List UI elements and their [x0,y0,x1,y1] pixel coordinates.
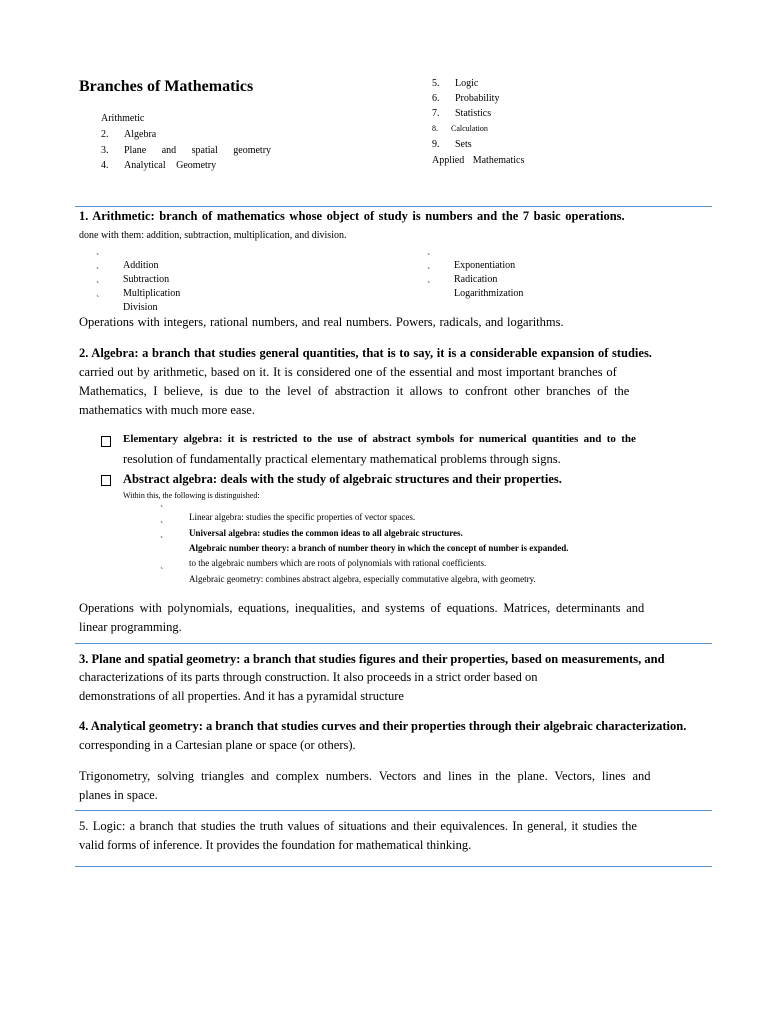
bullet-mark: ˋ [160,536,164,547]
list-item: to the algebraic numbers which are roots of polynomials with rational coefficients. [189,558,487,568]
section-heading-arithmetic: 1. Arithmetic: branch of mathematics whose object of study is numbers and the 7 basic operations. [79,209,625,223]
checkbox-icon [101,436,111,447]
divider [75,206,712,207]
paragraph: 5. Logic: a branch that studies the truth values of situations and their equivalences. In general, it studies the [79,819,637,833]
paragraph: Mathematics, I believe, is due to the level of abstraction it allows to confront other branches of the [79,384,630,398]
bullet-mark: ˋ [96,253,100,264]
divider [75,643,712,644]
bullet-mark: ˋ [96,295,100,306]
section-subline: done with them: addition, subtraction, multiplication, and division. [79,230,347,241]
list-item: 9. Sets [432,139,472,150]
elementary-algebra: Elementary algebra: it is restricted to the use of abstract symbols for numerical quantities and to the [123,433,636,445]
list-item: 6. Probability [432,93,500,104]
list-item: Multiplication [123,288,181,299]
section-heading-geometry: 3. Plane and spatial geometry: a branch that studies figures and their properties, based on measurements, and [79,652,665,666]
list-item: Universal algebra: studies the common ideas to all algebraic structures. [189,528,463,538]
applied-mathematics: Applied Mathematics [432,155,525,166]
list-item: Arithmetic [101,113,145,124]
section-heading-analytical: 4. Analytical geometry: a branch that studies curves and their properties through their algebraic characterization. [79,719,687,733]
divider [75,866,712,867]
list-item: Subtraction [123,274,170,285]
paragraph: planes in space. [79,788,158,802]
bullet-mark: ˋ [427,253,431,264]
abstract-algebra: Abstract algebra: deals with the study of algebraic structures and their properties. [123,472,562,486]
paragraph: Operations with integers, rational numbers, and real numbers. Powers, radicals, and logarithms. [79,315,564,329]
list-item: 3. Plane and spatial geometry [101,145,272,156]
divider [75,810,712,811]
paragraph: resolution of fundamentally practical elementary mathematical problems through signs. [123,452,561,466]
paragraph: characterizations of its parts through construction. It also proceeds in a strict order based on [79,670,538,684]
bullet-mark: ˋ [160,505,164,516]
paragraph: carried out by arithmetic, based on it. It is considered one of the essential and most important branches of [79,365,617,379]
list-item: Exponentiation [454,260,516,271]
list-item: Division [123,302,158,313]
paragraph: corresponding in a Cartesian plane or space (or others). [79,738,356,752]
list-item: Linear algebra: studies the specific properties of vector spaces. [189,512,416,522]
section-heading-algebra: 2. Algebra: a branch that studies general quantities, that is to say, it is a considerable expansion of studies. [79,346,652,360]
list-item: Radication [454,274,498,285]
paragraph: linear programming. [79,620,182,634]
bullet-mark: ˋ [96,281,100,292]
note: Within this, the following is distinguished: [123,491,260,500]
list-item: 2. Algebra [101,129,157,140]
list-item: 8. Calculation [432,124,488,133]
checkbox-icon [101,475,111,486]
page-title: Branches of Mathematics [79,78,254,95]
list-item: 7. Statistics [432,108,492,119]
paragraph: Trigonometry, solving triangles and complex numbers. Vectors and lines in the plane. Vectors, lines and [79,769,651,783]
list-item: Addition [123,260,159,271]
paragraph: valid forms of inference. It provides the foundation for mathematical thinking. [79,838,472,852]
bullet-mark: ˋ [160,567,164,578]
paragraph: Operations with polynomials, equations, inequalities, and systems of equations. Matrices, determinants and [79,601,645,615]
bullet-mark: ˋ [96,267,100,278]
list-item: Algebraic geometry: combines abstract algebra, especially commutative algebra, with geometry. [189,574,536,584]
bullet-mark: ˋ [427,281,431,292]
list-item: 4. Analytical Geometry [101,160,217,171]
list-item: 5. Logic [432,78,479,89]
list-item: Logarithmization [454,288,524,299]
paragraph: mathematics with much more ease. [79,403,255,417]
bullet-mark: ˋ [160,521,164,532]
list-item: Algebraic number theory: a branch of number theory in which the concept of number is expanded. [189,543,569,553]
paragraph: demonstrations of all properties. And it has a pyramidal structure [79,689,404,703]
bullet-mark: ˋ [427,267,431,278]
